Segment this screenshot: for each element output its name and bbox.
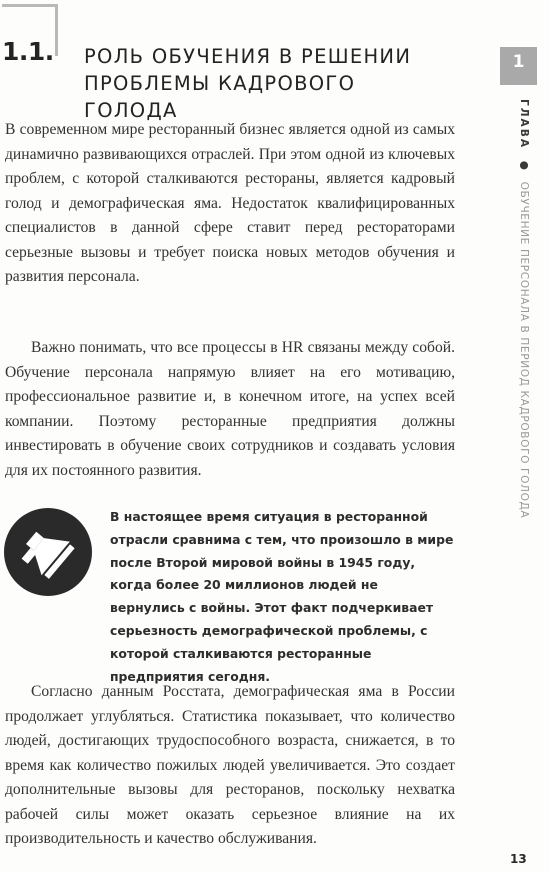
page-number: 13 <box>510 852 527 866</box>
section-title: РОЛЬ ОБУЧЕНИЯ В РЕШЕНИИ ПРОБЛЕМЫ КАДРОВОГО ГОЛОДА <box>84 45 412 122</box>
separator-dot: ● <box>518 159 530 172</box>
chapter-number-tab: 1 <box>500 47 537 85</box>
megaphone-icon <box>4 508 92 596</box>
paragraph-3: Согласно данным Росстата, демографическая яма в России продолжает углубляться. Статистика показывает, что количество людей, достигающих трудоспособного возраста, снижается, в то время как количество пожилых людей увеличивается. Это создает дополнительные вызовы для ресторанов, поскольку нехватка рабочей силы может оказать серьезное влияние на их производительность и качество обслуживания. <box>5 683 455 847</box>
section-number: 1.1. <box>2 37 54 66</box>
paragraph-1: В современном мире ресторанный бизнес является одной из самых динамично развивающихся отраслей. При этом одной из ключевых проблем, с которой сталкиваются рестораны, является кадровый голод и демографическая яма. Недостаток квалифицированных специалистов в данной сфере ставит перед рестораторами серьезные вызовы и требует поиска новых методов обучения и развития персонала. <box>5 121 455 285</box>
chapter-title: ОБУЧЕНИЕ ПЕРСОНАЛА В ПЕРИОД КАДРОВОГО ГОЛОДА <box>518 181 530 519</box>
chapter-running-header <box>518 99 530 518</box>
paragraph-2: Важно понимать, что все процессы в HR связаны между собой. Обучение персонала напрямую влияет на его мотивацию, профессиональное развитие и, в конечном итоге, на успех всей компании. Поэтому ресторанные предприятия должны инвестировать в обучение своих сотрудников и создавать условия для их постоянного развития. <box>5 339 455 479</box>
chapter-label: ГЛАВА <box>518 99 530 150</box>
callout-text: В настоящее время ситуация в ресторанной отрасли сравнима с тем, что произошло в мире после Второй мировой войны в 1945 году, когда более 20 миллионов людей не вернулись с войны. Этот факт подчеркивает серьезность демографической проблемы, с которой сталкиваются ресторанные предприятия сегодня. <box>110 509 454 684</box>
